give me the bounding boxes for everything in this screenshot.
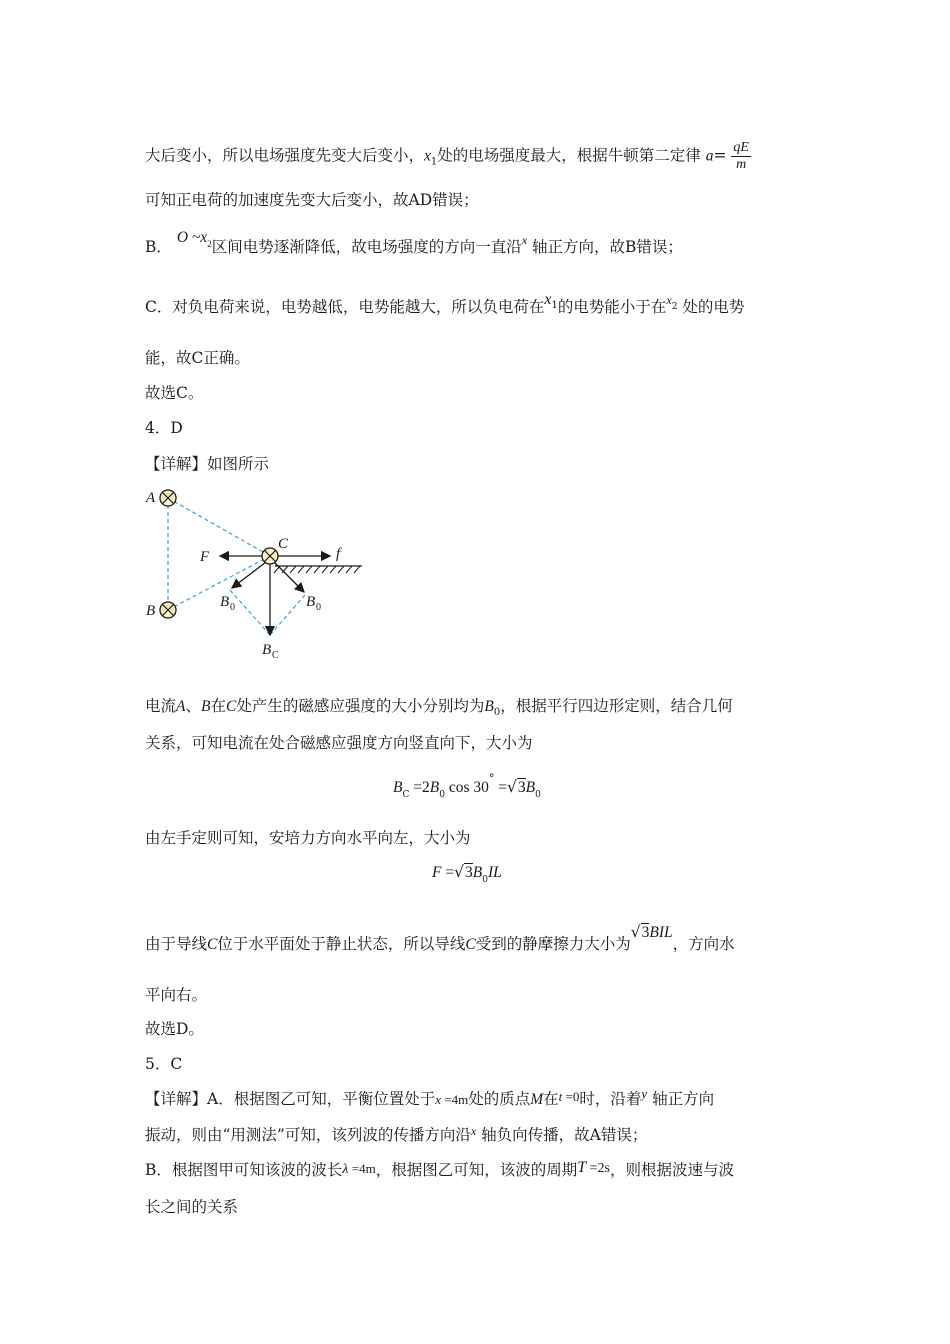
text: ，根据平行四边形定则，结合几何: [500, 697, 733, 715]
math-subscript: 2: [207, 239, 212, 249]
text: 的电势能小于在: [557, 298, 667, 316]
sqrt-argument: 3: [517, 779, 526, 796]
math-symbol: y: [641, 1086, 648, 1101]
magnetic-field-diagram: [140, 480, 380, 660]
math-operator: =: [713, 146, 727, 165]
math-symbol: C: [207, 936, 218, 953]
text: 电流: [145, 697, 177, 715]
math-symbol: B: [393, 779, 403, 796]
text: ，根据图乙可知，该波的周期: [375, 1161, 578, 1179]
math-range: [176, 229, 212, 249]
math-function: cos 30: [444, 779, 489, 796]
math-symbol: C: [225, 698, 237, 715]
text: 处的质点: [468, 1090, 531, 1108]
text: 由于导线: [145, 935, 208, 953]
fraction-denominator: m: [736, 157, 747, 172]
paragraph-line: 故选C。: [145, 384, 204, 402]
option-label: B．: [145, 238, 172, 256]
math-operator: =: [494, 779, 507, 796]
wire-a: [160, 490, 176, 506]
math-subscript: 0: [535, 790, 541, 800]
sqrt-argument: 3: [641, 924, 650, 941]
math-symbol: BIL: [649, 924, 673, 941]
math-symbol: B: [525, 779, 536, 796]
math-symbol: x: [666, 293, 672, 307]
math-value: =2s: [586, 1161, 610, 1176]
paragraph-line: 平向右。: [145, 986, 208, 1004]
math-symbol: x: [470, 1124, 477, 1138]
question-number: 4．D: [145, 419, 183, 437]
math-symbol: x: [521, 233, 528, 247]
math-value: =4m: [440, 1092, 469, 1107]
question-number: 5．C: [145, 1055, 183, 1073]
sqrt-argument: 3: [464, 864, 473, 881]
text: 位于水平面处于静止状态，所以导线: [217, 935, 466, 953]
paragraph-line: [145, 1124, 647, 1147]
math-subscript: 1: [551, 300, 558, 311]
math-symbol: B: [429, 779, 440, 796]
math-operator: ~: [191, 229, 201, 246]
label-c: C: [278, 536, 289, 552]
text: 在: [210, 697, 226, 715]
dashed-line-bc: [168, 556, 270, 610]
label-bc: B: [262, 642, 272, 658]
math-symbol: O: [176, 229, 189, 246]
math-operator: =2: [409, 779, 430, 796]
math-symbol: x: [200, 229, 208, 246]
text: 处的电场强度最大，根据牛顿第二定律: [437, 146, 701, 165]
label-b0-right: B: [306, 594, 316, 610]
label-friction-f: f: [336, 546, 341, 562]
wire-c: [262, 548, 278, 564]
text: B．根据图甲可知该波的波长: [145, 1161, 343, 1179]
label-b: B: [146, 603, 156, 619]
wire-b: [160, 602, 176, 618]
paragraph-line: [145, 291, 745, 326]
math-symbol: T: [577, 1159, 587, 1176]
math-symbol: x: [435, 1092, 441, 1107]
label-b0-right-sub: 0: [316, 602, 321, 613]
text: 、: [185, 697, 201, 715]
math-subscript: 0: [482, 875, 488, 885]
paragraph-line: [145, 923, 735, 956]
paragraph-line: 由左手定则可知，安培力方向水平向左，大小为: [145, 829, 471, 847]
equation-f: [432, 861, 502, 891]
text: 区间电势逐渐降低，故电场强度的方向一直沿: [211, 238, 522, 256]
label-force-f: F: [200, 549, 210, 565]
dashed-line-ac: [168, 498, 270, 556]
ground-surface: [274, 566, 362, 573]
math-subscript: C: [402, 790, 410, 800]
math-symbol: B: [201, 698, 211, 715]
math-symbol: B: [472, 864, 483, 881]
sqrt-icon: √: [630, 923, 641, 941]
math-symbol: x: [544, 291, 552, 308]
text: 轴负向传播，故A错误；: [481, 1126, 648, 1144]
math-subscript: 1: [430, 156, 438, 168]
label-bc-sub: C: [272, 650, 279, 660]
label-a: A: [146, 490, 156, 506]
math-subscript: 0: [493, 707, 501, 718]
inline-math-friction: [631, 923, 673, 941]
paragraph-line: 关系，可知电流在处合磁感应强度方向竖直向下，大小为: [145, 734, 533, 752]
text: 受到的静摩擦力大小为: [475, 935, 631, 953]
sqrt-icon: √: [506, 778, 517, 796]
math-symbol: M: [530, 1091, 544, 1108]
math-symbol: A: [176, 698, 186, 715]
text: 振动，则由“用测法”可知，该列波的传播方向沿: [145, 1126, 471, 1144]
paragraph-line: [145, 1088, 714, 1111]
math-value: =4m: [348, 1161, 376, 1176]
text: ，则根据波速与波: [609, 1161, 734, 1179]
math-subscript: 0: [439, 790, 445, 800]
paragraph-line: 可知正电荷的加速度先变大后变小，故AD错误；: [145, 191, 479, 209]
text: ，方向水: [672, 935, 735, 953]
math-symbol: x: [424, 147, 431, 165]
paragraph-line: [145, 695, 733, 724]
label-b0-left-sub: 0: [230, 602, 235, 613]
math-operator: =: [441, 864, 455, 881]
math-symbol: C: [465, 936, 476, 953]
label-b0-left: B: [220, 594, 230, 610]
paragraph-line: [145, 1159, 734, 1183]
math-symbol: IL: [487, 864, 502, 881]
text: 时，沿着: [579, 1090, 642, 1108]
text: C．对负电荷来说，电势越低，电势能越大，所以负电荷在: [145, 298, 545, 316]
text: 处产生的磁感应强度的大小分别均为: [236, 697, 485, 715]
dashed-line-parallelogram-right: [270, 595, 305, 635]
math-symbol: λ: [342, 1162, 349, 1177]
text: 处的电势: [682, 298, 745, 316]
paragraph-line: 故选D。: [145, 1020, 204, 1038]
text: 大后变小，所以电场强度先变大后变小，: [145, 146, 425, 165]
dashed-line-parallelogram-left: [230, 590, 270, 635]
text: 轴正方向，故B错误；: [531, 238, 683, 256]
math-symbol: t: [558, 1089, 563, 1104]
math-symbol: B: [484, 698, 494, 715]
text: 轴正方向: [652, 1090, 715, 1108]
text: 【详解】A．根据图乙可知，平衡位置处于: [145, 1090, 436, 1108]
paragraph-line: [145, 140, 751, 174]
math-symbol: F: [432, 864, 442, 881]
paragraph-line: 【详解】如图所示: [145, 455, 270, 473]
fraction: [731, 140, 751, 173]
math-symbol: a: [705, 147, 714, 165]
fraction-numerator: qE: [733, 140, 749, 155]
math-subscript: 2: [671, 302, 678, 312]
paragraph-line: 能，故C正确。: [145, 349, 250, 367]
b0-arrow-left: [232, 562, 266, 588]
text: 在: [543, 1090, 559, 1108]
math-value: =0: [562, 1089, 580, 1104]
sqrt-icon: √: [454, 863, 464, 881]
equation-bc: [393, 768, 541, 806]
paragraph-line: 长之间的关系: [145, 1198, 239, 1216]
math-superscript: °: [488, 772, 495, 785]
paragraph-line: [145, 229, 683, 265]
